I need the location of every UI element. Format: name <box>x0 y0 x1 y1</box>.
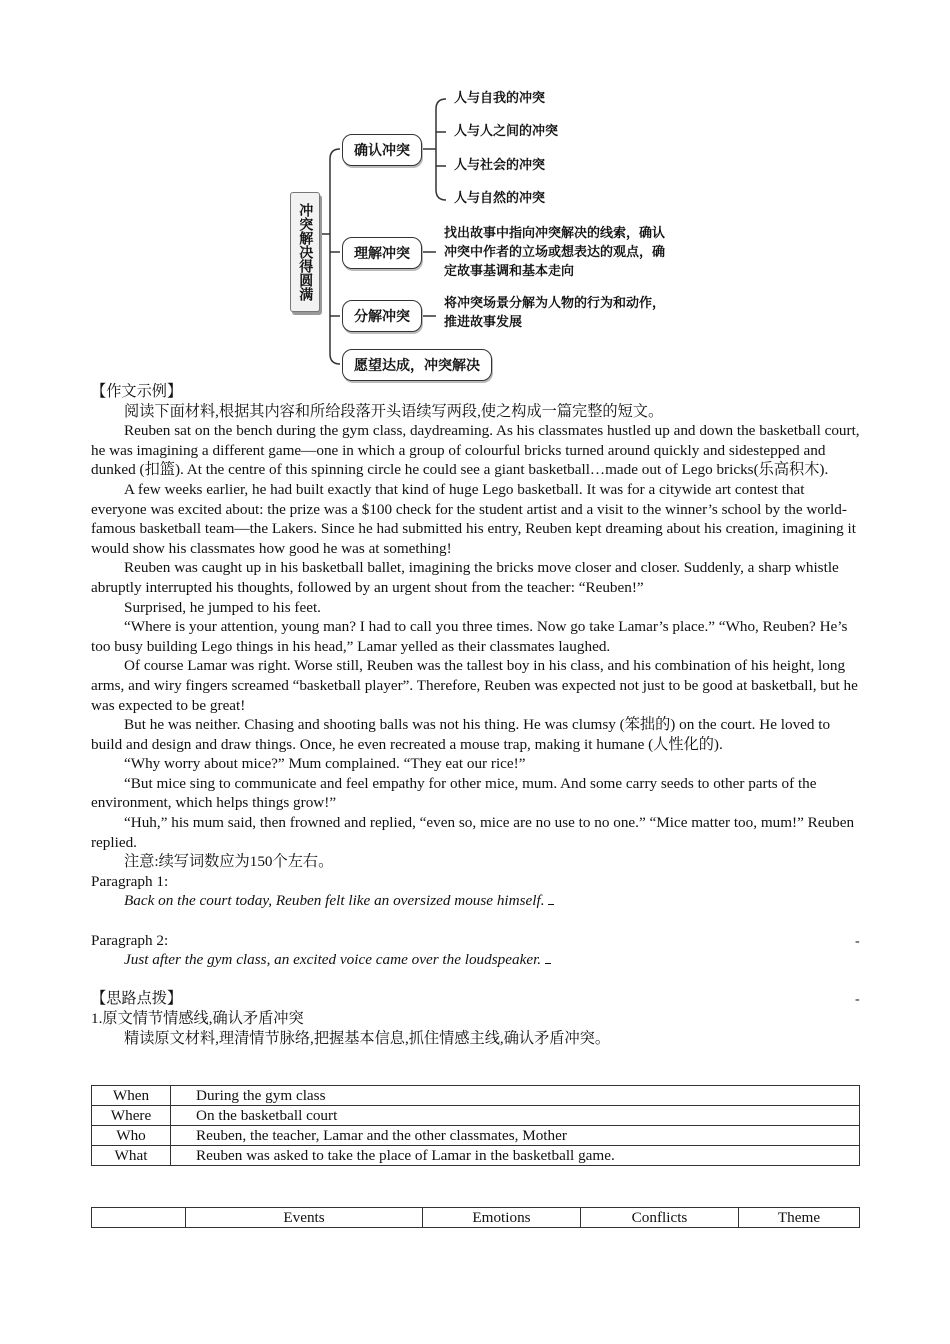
leaf-society-conflict: 人与社会的冲突 <box>454 158 546 173</box>
step1-title: 1.原文情节情感线,确认矛盾冲突 <box>91 1010 304 1027</box>
story-paragraph: A few weeks earlier, he had built exactly that kind of huge Lego basketball. It was for a citywide art contest that everyone was excited about: the prize was a $100 check for the student artist and a visit to the winner’s school by the world-famous basketball team—the Lakers. Since he had submitted his entry, Reuben kept dreaming about his creation, imagining it would show his classmates how good he was at something! <box>91 480 856 557</box>
node-break-down-conflict: 分解冲突 <box>342 300 422 332</box>
story-info-table <box>91 1085 860 1166</box>
understand-conflict-desc: 找出故事中指向冲突解决的线索，确认冲突中作者的立场或想表达的观点，确定故事基调和基本走向 <box>444 226 666 279</box>
story-paragraph: Of course Lamar was right. Worse still, Reuben was the tallest boy in his class, and his combination of his height, long arms, and wiry fingers screamed “basketball player”. Therefore, Reuben was expected not just to be good at basketball, but he was expected to be great! <box>91 657 858 714</box>
paragraph2-starter: Just after the gym class, an excited voice came over the loudspeaker. <box>91 950 861 970</box>
leaf-self-conflict: 人与自我的冲突 <box>454 91 546 106</box>
break-down-conflict-desc: 将冲突场景分解为人物的行为和动作，推进故事发展 <box>444 296 666 330</box>
table-row: Where On the basketball court <box>92 1106 860 1126</box>
answer-line-mark: - <box>855 992 860 1007</box>
paragraph2-label: Paragraph 2: <box>91 931 169 949</box>
story-paragraph: “Where is your attention, young man? I had to call you three times. Now go take Lamar’s place.” “Who, Reuben? He’s too busy building Lego things in his head,” Lamar yelled as their classmates laughed. <box>91 618 848 655</box>
answer-line-mark: - <box>855 934 860 949</box>
story-paragraph: Surprised, he jumped to his feet. <box>124 598 321 616</box>
paragraph1-label: Paragraph 1: <box>91 872 169 890</box>
essay-section <box>91 382 861 1048</box>
section-heading-example: 【作文示例】 <box>91 383 183 400</box>
story-paragraph: “Why worry about mice?” Mum complained. “They eat our rice!” <box>124 755 526 773</box>
node-conflict-resolved: 愿望达成，冲突解决 <box>342 349 492 381</box>
story-paragraph: Reuben was caught up in his basketball ballet, imagining the bricks move closer and closer. Suddenly, a sharp whistle abruptly interrupted his thoughts, followed by an urgent shout from the teacher: “Reuben!” <box>91 559 839 596</box>
node-identify-conflict: 确认冲突 <box>342 134 422 166</box>
node-understand-conflict: 理解冲突 <box>342 237 422 269</box>
analysis-table <box>91 1207 860 1228</box>
story-paragraph: “But mice sing to communicate and feel empathy for other mice, mum. And some carry seeds to other parts of the environment, which helps things grow!” <box>91 774 817 812</box>
instruction: 阅读下面材料,根据其内容和所给段落开头语续写两段,使之构成一篇完整的短文。 <box>124 402 664 420</box>
table-header-row: Events Emotions Conflicts Theme <box>92 1208 860 1228</box>
section-heading-tips: 【思路点拨】 <box>91 990 183 1008</box>
table-row: Who Reuben, the teacher, Lamar and the other classmates, Mother <box>92 1126 860 1146</box>
leaf-person-conflict: 人与人之间的冲突 <box>454 124 559 139</box>
story-paragraph: But he was neither. Chasing and shooting balls was not his thing. He was clumsy (笨拙的) on the court. He loved to build and design and draw things. Once, he even recreated a mouse trap, making it humane (人性化的). <box>91 716 831 753</box>
leaf-nature-conflict: 人与自然的冲突 <box>454 191 546 206</box>
conflict-mind-map <box>280 84 700 384</box>
table-row: What Reuben was asked to take the place of Lamar in the basketball game. <box>92 1146 860 1166</box>
story-paragraph: Reuben sat on the bench during the gym class, daydreaming. As his classmates hustled up and down the basketball court, he was imagining a different game—one in which a group of colourful bricks turned around quickly and sidestepped and dunked (扣篮). At the centre of this spinning circle he could see a giant basketball…made out of Lego bricks(乐高积木). <box>91 422 860 479</box>
root-label: 冲突解决得圆满 <box>290 192 320 312</box>
paragraph1-starter: Back on the court today, Reuben felt like an oversized mouse himself. <box>91 891 861 911</box>
story-paragraph: “Huh,” his mum said, then frowned and replied, “even so, mice are no use to no one.” “Mice matter too, mum!” Reuben replied. <box>91 814 855 851</box>
step1-description: 精读原文材料,理清情节脉络,把握基本信息,抓住情感主线,确认矛盾冲突。 <box>124 1029 610 1047</box>
word-count-note: 注意:续写词数应为150个左右。 <box>124 853 334 871</box>
table-row: When During the gym class <box>92 1086 860 1106</box>
